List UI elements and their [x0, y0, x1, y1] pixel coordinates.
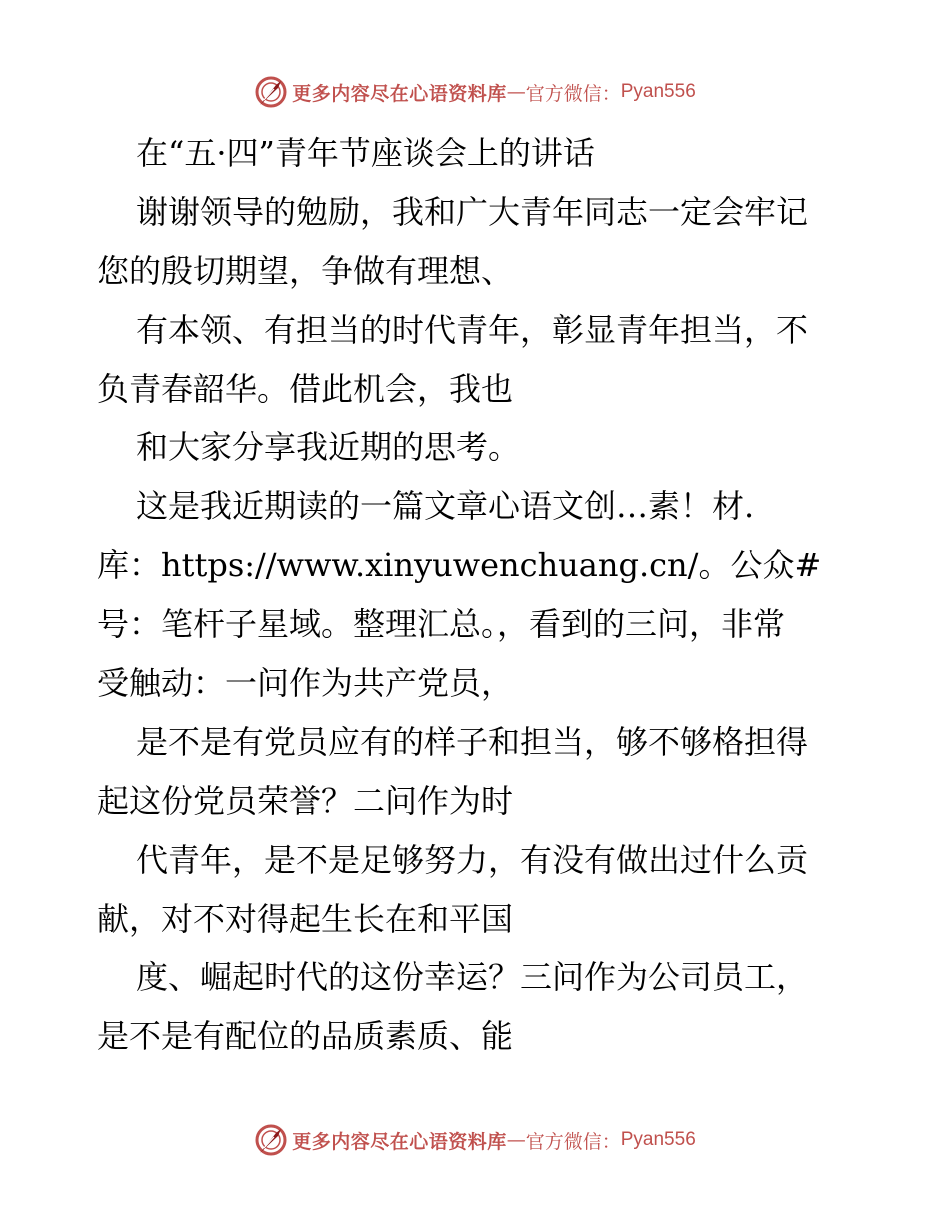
footer-site-text: 更多内容尽在心语资料库: [292, 1130, 507, 1153]
header-wechat-id: Pyan556: [620, 81, 696, 102]
footer-banner: [0, 1120, 950, 1160]
footer-separator: —: [506, 1129, 526, 1151]
footer-wechat-id: Pyan556: [620, 1129, 696, 1150]
paragraph-line: 起这份党员荣誉？二问作为时: [97, 781, 514, 820]
footer-wechat-label: 官方微信：: [525, 1130, 621, 1153]
paragraph-line: 这是我近期读的一篇文章心语文创…素！材.: [136, 487, 755, 526]
paragraph-line: 是不是有党员应有的样子和担当，够不够格担得: [136, 722, 809, 761]
header-site-text: 更多内容尽在心语资料库: [292, 82, 507, 105]
paragraph-line: 和大家分享我近期的思考。: [136, 428, 521, 467]
paragraph-line: 受触动：一问作为共产党员，: [97, 664, 514, 703]
paragraph-line: 库：https://www.xinyuwenchuang.cn/。公众#: [97, 546, 822, 585]
paragraph-line: 代青年，是不是足够努力，有没有做出过什么贡: [136, 840, 809, 879]
document-body: [97, 124, 857, 1066]
paragraph-line: 度、崛起时代的这份幸运？三问作为公司员工，: [136, 958, 809, 997]
quill-logo-icon: [254, 75, 288, 109]
paragraph-line: 负青春韶华。借此机会，我也: [97, 369, 514, 408]
paragraph-line: 号：笔杆子星域。整理汇总。，看到的三问，非常: [97, 605, 786, 644]
paragraph-line: 有本领、有担当的时代青年，彰显青年担当，不: [136, 310, 809, 349]
paragraph-line: 谢谢领导的勉励，我和广大青年同志一定会牢记: [136, 192, 809, 231]
header-separator: —: [506, 81, 526, 103]
paragraph-line: 您的殷切期望，争做有理想、: [97, 251, 514, 290]
quill-logo-icon: [254, 1123, 288, 1157]
header-banner: [0, 72, 950, 112]
paragraph-line: 献，对不对得起生长在和平国: [97, 899, 514, 938]
header-wechat-label: 官方微信：: [525, 82, 621, 105]
document-title: 在“五·四”青年节座谈会上的讲话: [136, 134, 595, 172]
paragraph-line: 是不是有配位的品质素质、能: [97, 1017, 514, 1056]
